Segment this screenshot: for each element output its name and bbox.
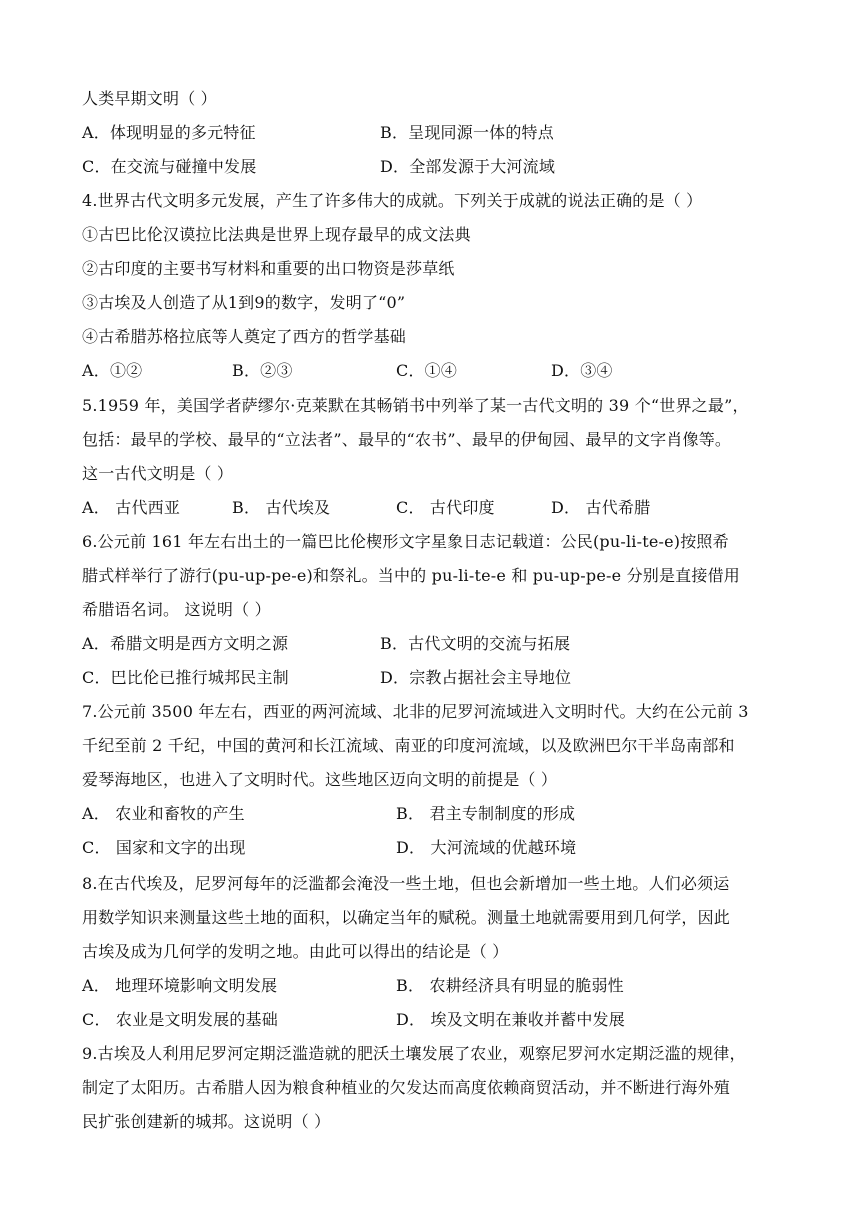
q5-option-c: C． 古代印度 [396, 498, 495, 517]
q5-stem-line-3: 这一古代文明是（ ） [82, 464, 234, 483]
q7-option-c: C． 国家和文字的出现 [82, 838, 246, 857]
q7-options-row-2 [82, 831, 790, 865]
q5-option-d: D． 古代希腊 [551, 498, 651, 517]
q4-option-c: C．①④ [396, 361, 458, 380]
q4-option-b: B．②③ [232, 361, 293, 380]
q8-stem-line-1: 8.在古代埃及，尼罗河每年的泛滥都会淹没一些土地，但也会新增加一些土地。人们必须运 [82, 874, 730, 893]
q7-option-b: B． 君主专制制度的形成 [396, 804, 576, 823]
q3-options-row-1 [82, 116, 790, 150]
q7-stem-line-2: 千纪至前 2 千纪，中国的黄河和长江流域、南亚的印度河流域，以及欧洲巴尔干半岛南部和 [82, 736, 735, 755]
q5-options-row [82, 491, 790, 525]
q8-option-d: D． 埃及文明在兼收并蓄中发展 [396, 1010, 625, 1029]
q9-stem-line-3: 民扩张创建新的城邦。这说明（ ） [82, 1112, 331, 1131]
q8-stem-line-2: 用数学知识来测量这些土地的面积，以确定当年的赋税。测量土地就需要用到几何学，因此 [82, 908, 731, 927]
q5-option-a: A． 古代西亚 [82, 498, 181, 517]
q4-option-d: D．③④ [551, 361, 613, 380]
q3-option-c: C．在交流与碰撞中发展 [82, 157, 257, 176]
q4-option-a: A．①② [82, 361, 143, 380]
q4-stem: 4.世界古代文明多元发展，产生了许多伟大的成就。下列关于成就的说法正确的是（ ） [82, 191, 703, 210]
q8-option-b: B． 农耕经济具有明显的脆弱性 [396, 976, 624, 995]
q4-options-row [82, 354, 790, 388]
q4-statement-1: ①古巴比伦汉谟拉比法典是世界上现存最早的成文法典 [82, 225, 471, 244]
q5-stem-line-2: 包括：最早的学校、最早的“立法者”、最早的“农书”、最早的伊甸园、最早的文字肖像等。 [82, 430, 732, 449]
q8-option-c: C． 农业是文明发展的基础 [82, 1010, 278, 1029]
q6-stem-line-3: 希腊语名词。 这说明（ ） [82, 600, 271, 619]
q6-stem-line-1: 6.公元前 161 年左右出土的一篇巴比伦楔形文字星象日志记载道：公民(pu-li-te-e)按照希 [82, 532, 729, 551]
q4-statement-4: ④古希腊苏格拉底等人奠定了西方的哲学基础 [82, 327, 407, 346]
q6-options-row-2 [82, 661, 790, 695]
q8-stem-line-3: 古埃及成为几何学的发明之地。由此可以得出的结论是（ ） [82, 942, 509, 961]
q6-option-c: C．巴比伦已推行城邦民主制 [82, 668, 289, 687]
q5-option-b: B． 古代埃及 [232, 498, 331, 517]
q9-stem-line-2: 制定了太阳历。古希腊人因为粮食种植业的欠发达而高度依赖商贸活动，并不断进行海外殖 [82, 1078, 731, 1097]
q8-options-row-2 [82, 1003, 790, 1037]
q3-option-b: B．呈现同源一体的特点 [380, 123, 554, 142]
q5-stem-line-1: 5.1959 年，美国学者萨缪尔·克莱默在其畅销书中列举了某一古代文明的 39 个“世界之最”， [82, 396, 749, 415]
q6-options-row-1 [82, 627, 790, 661]
q6-option-d: D．宗教占据社会主导地位 [380, 668, 572, 687]
q8-option-a: A． 地理环境影响文明发展 [82, 976, 278, 995]
q7-option-a: A． 农业和畜牧的产生 [82, 804, 245, 823]
q4-statement-3: ③古埃及人创造了从1到9的数字，发明了“0” [82, 293, 406, 312]
q6-option-a: A．希腊文明是西方文明之源 [82, 634, 289, 653]
q3-stem-tail: 人类早期文明（ ） [82, 89, 217, 108]
q6-stem-line-2: 腊式样举行了游行(pu-up-pe-e)和祭礼。当中的 pu-li-te-e 和 pu-up-pe-e 分别是直接借用 [82, 566, 740, 585]
q7-options-row-1 [82, 797, 790, 831]
q3-option-d: D．全部发源于大河流域 [380, 157, 556, 176]
q3-option-a: A．体现明显的多元特征 [82, 123, 256, 142]
q3-options-row-2 [82, 150, 790, 184]
q8-options-row-1 [82, 969, 790, 1003]
q4-statement-2: ②古印度的主要书写材料和重要的出口物资是莎草纸 [82, 259, 455, 278]
q6-option-b: B．古代文明的交流与拓展 [380, 634, 571, 653]
q7-stem-line-1: 7.公元前 3500 年左右，西亚的两河流域、北非的尼罗河流域进入文明时代。大约在公元前 3 [82, 702, 749, 721]
q7-stem-line-3: 爱琴海地区，也进入了文明时代。这些地区迈向文明的前提是（ ） [82, 770, 558, 789]
q9-stem-line-1: 9.古埃及人利用尼罗河定期泛滥造就的肥沃土壤发展了农业，观察尼罗河水定期泛滥的规律， [82, 1044, 746, 1063]
q7-option-d: D． 大河流域的优越环境 [396, 838, 577, 857]
